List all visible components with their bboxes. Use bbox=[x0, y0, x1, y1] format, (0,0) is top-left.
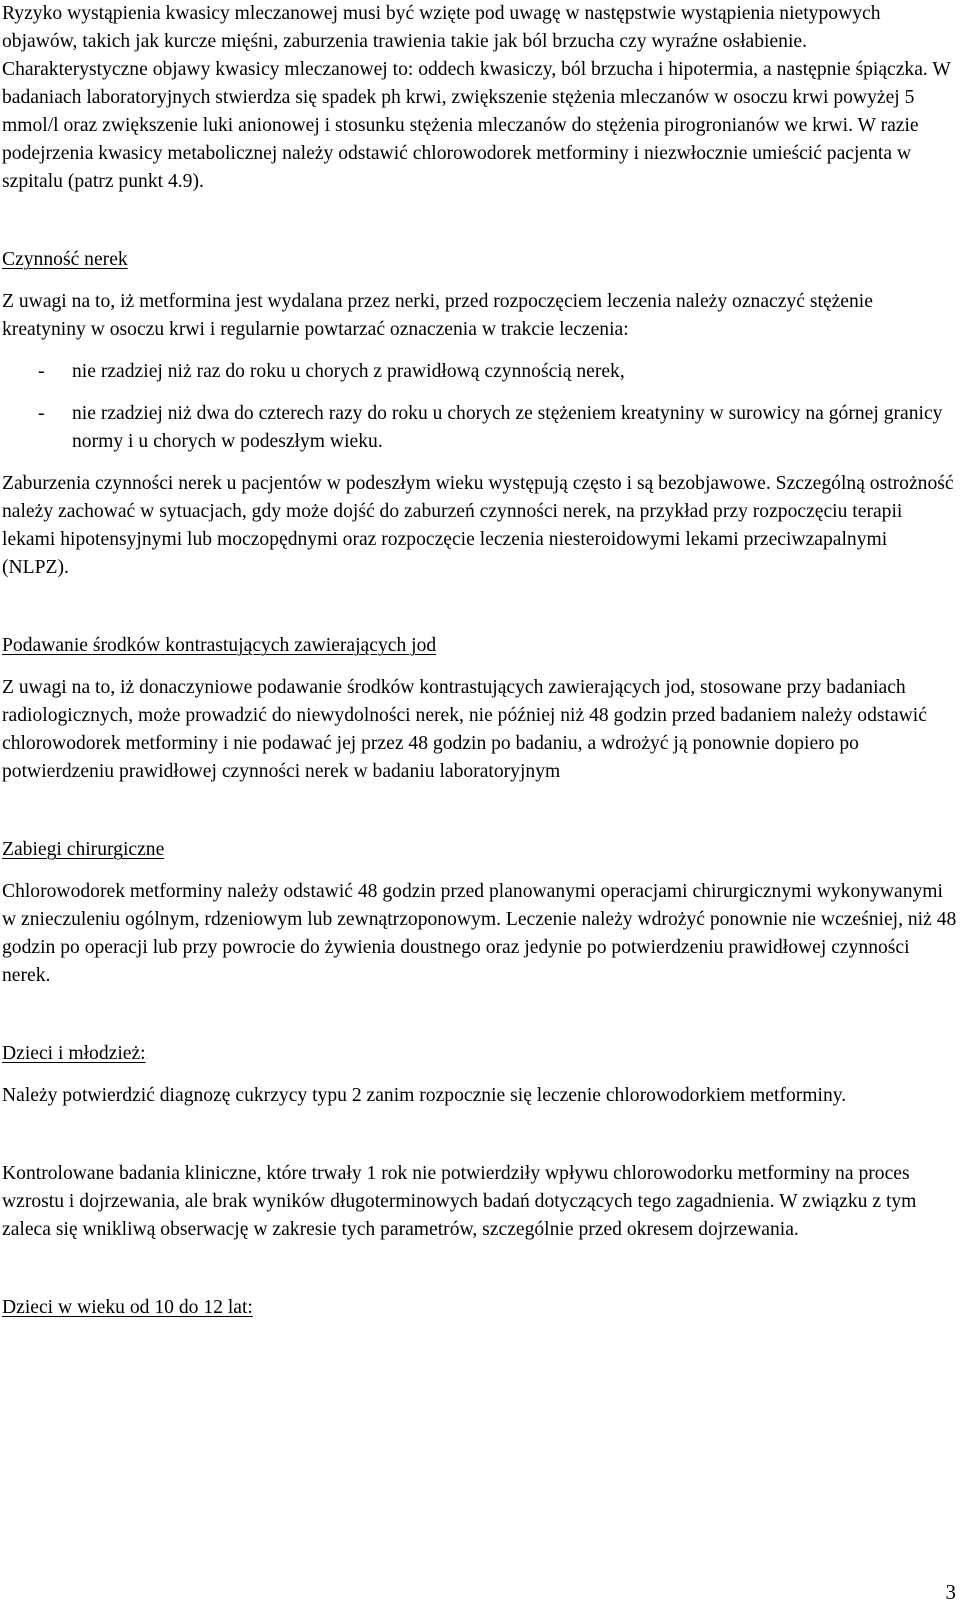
children-paragraph-2: Kontrolowane badania kliniczne, które trwały 1 rok nie potwierdziły wpływu chlorowodorku metforminy na proces wzrostu i dojrzewania, ale brak wyników długoterminowych badań dotyczących tego zagadnienia. W związku z tym zaleca się wnikliwą obserwację w zakresie tych parametrów, szczególnie przed okresem dojrzewania. bbox=[2, 1163, 917, 1240]
list-item bbox=[2, 400, 957, 456]
contrast-paragraph: Z uwagi na to, iż donaczyniowe podawanie środków kontrastujących zawierających jod, stosowane przy badaniach radiologicznych, może prowadzić do niewydolności nerek, nie później niż 48 godzin przed badaniem należy odstawić chlorowodorek metforminy i nie podawać jej przez 48 godzin po badaniu, a wdrożyć ją ponownie dopiero po potwierdzeniu prawidłowej czynności nerek w badaniu laboratoryjnym bbox=[2, 677, 927, 782]
page-number: 3 bbox=[945, 1580, 956, 1604]
kidney-paragraph-2: Zaburzenia czynności nerek u pacjentów w podeszłym wieku występują często i są bezobjawowe. Szczególną ostrożność należy zachować w sytuacjach, gdy może dojść do zaburzeń czynności nerek, na przykład przy rozpoczęciu terapii lekami hipotensyjnymi lub moczopędnymi oraz rozpoczęcie leczenia niesteroidowymi lekami przeciwzapalnymi (NLPZ). bbox=[2, 473, 954, 578]
surgery-heading: Zabiegi chirurgiczne bbox=[2, 839, 165, 860]
list-item bbox=[2, 358, 957, 386]
list-item-text: nie rzadziej niż dwa do czterech razy do roku u chorych ze stężeniem kreatyniny w surowicy na górnej granicy normy i u chorych w podeszłym wieku. bbox=[72, 403, 943, 452]
intro-paragraph-1: Ryzyko wystąpienia kwasicy mleczanowej musi być wzięte pod uwagę w następstwie wystąpienia nietypowych objawów, takich jak kurcze mięśni, zaburzenia trawienia takie jak ból brzucha czy wyraźne osłabienie. bbox=[2, 3, 881, 52]
kidney-function-heading: Czynność nerek bbox=[2, 249, 128, 270]
intro-paragraph-2: Charakterystyczne objawy kwasicy mleczanowej to: oddech kwasiczy, ból brzucha i hipotermia, a następnie śpiączka. W badaniach laboratoryjnych stwierdza się spadek ph krwi, zwiększenie stężenia mleczanów w osoczu krwi powyżej 5 mmol/l oraz zwiększenie luki anionowej i stosunku stężenia mleczanów do stężenia pirogronianów we krwi. W razie podejrzenia kwasicy metabolicznej należy odstawić chlorowodorek metforminy i niezwłocznie umieścić pacjenta w szpitalu (patrz punkt 4.9). bbox=[2, 59, 951, 192]
surgery-paragraph: Chlorowodorek metforminy należy odstawić 48 godzin przed planowanymi operacjami chirurgicznymi wykonywanymi w znieczuleniu ogólnym, rdzeniowym lub zewnątrzoponowym. Leczenie należy wdrożyć ponownie nie wcześniej, niż 48 godzin po operacji lub przy powrocie do żywienia doustnego oraz jedynie po potwierdzeniu prawidłowej czynności nerek. bbox=[2, 881, 957, 986]
contrast-agents-heading: Podawanie środków kontrastujących zawierających jod bbox=[2, 635, 437, 656]
list-item-text: nie rzadziej niż raz do roku u chorych z prawidłową czynnością nerek, bbox=[72, 361, 625, 382]
list-dash: - bbox=[38, 403, 45, 424]
children-10-12-heading: Dzieci w wieku od 10 do 12 lat: bbox=[2, 1297, 253, 1318]
kidney-paragraph-1: Z uwagi na to, iż metformina jest wydalana przez nerki, przed rozpoczęciem leczenia należy oznaczyć stężenie kreatyniny w osoczu krwi i regularnie powtarzać oznaczenia w trakcie leczenia: bbox=[2, 291, 873, 340]
children-heading: Dzieci i młodzież: bbox=[2, 1043, 146, 1064]
children-paragraph-1: Należy potwierdzić diagnozę cukrzycy typu 2 zanim rozpocznie się leczenie chlorowodorkiem metforminy. bbox=[2, 1085, 847, 1106]
document-page bbox=[2, 0, 957, 1322]
list-dash: - bbox=[38, 361, 45, 382]
